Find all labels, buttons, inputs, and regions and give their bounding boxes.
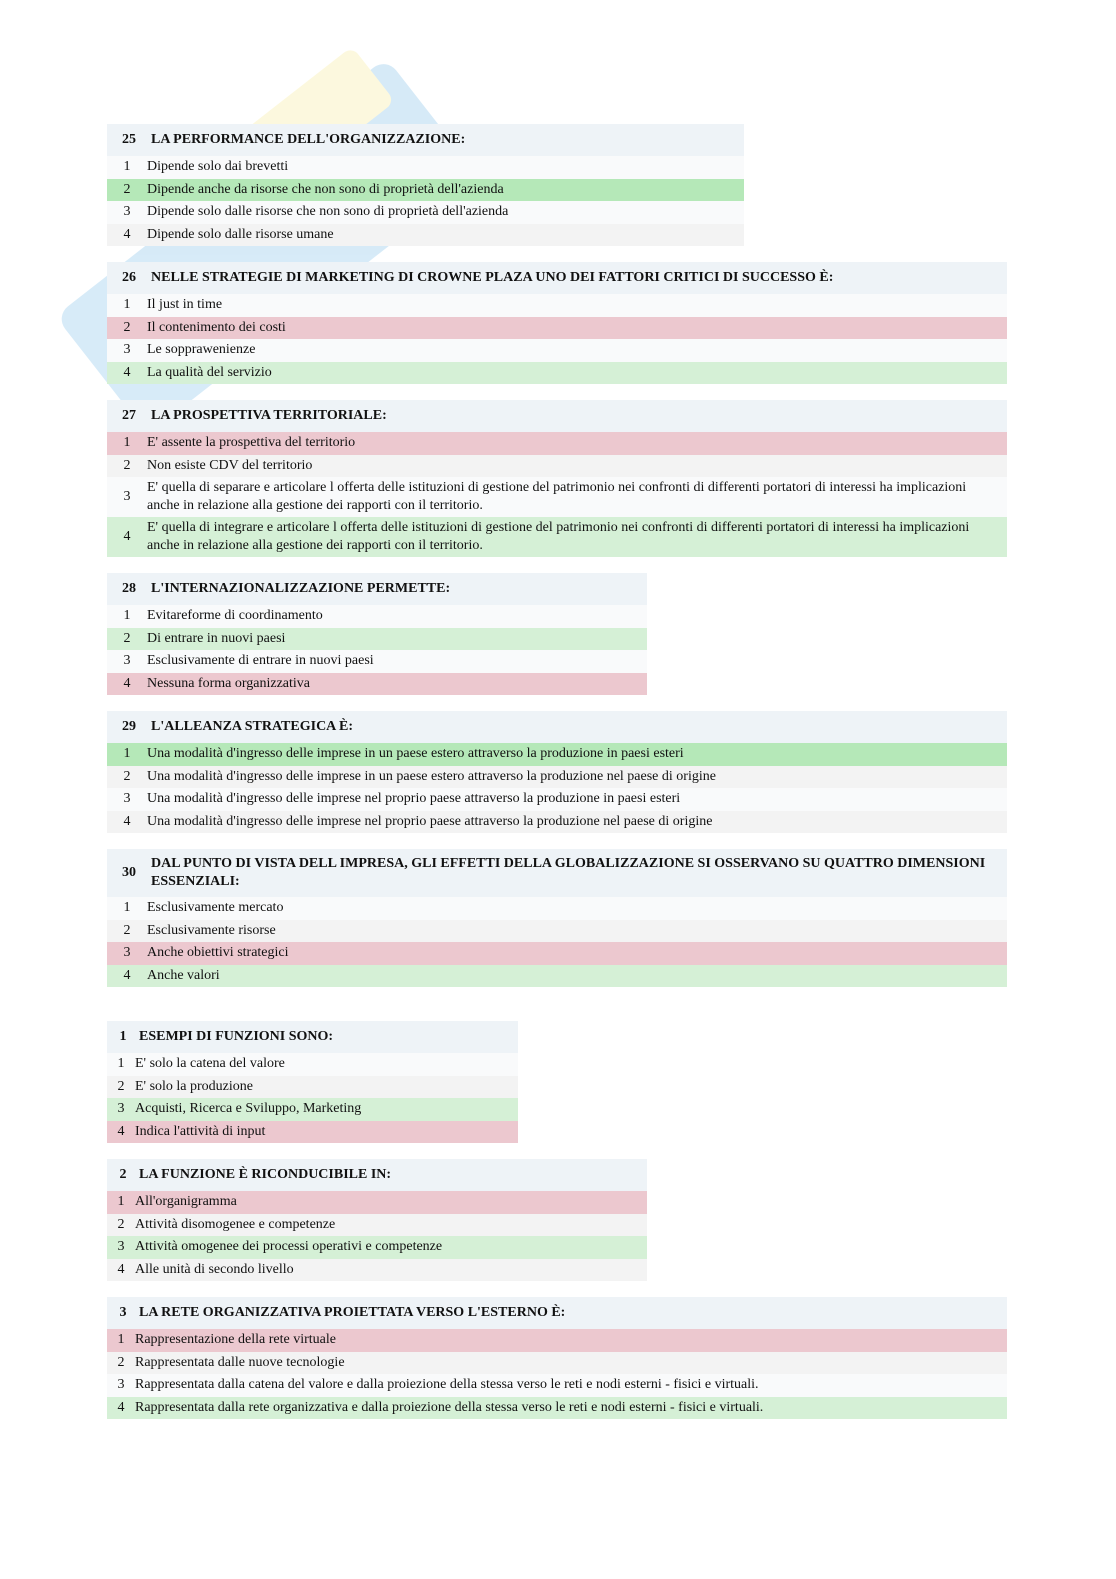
answer-row [107,294,1007,317]
answer-row-correct [107,362,1007,385]
answer-text: E' solo la produzione [135,1078,253,1094]
question-header [107,711,1007,743]
answer-row-wrong [107,673,647,696]
answer-number: 4 [117,1123,125,1139]
answer-text: La qualità del servizio [147,364,272,380]
answer-text: Evitareforme di coordinamento [147,608,323,624]
answer-text: Dipende solo dalle risorse umane [147,226,334,242]
answer-text: All'organigramma [135,1194,237,1210]
answer-row [107,224,744,247]
answer-row-wrong [107,432,1007,455]
answer-text: Una modalità d'ingresso delle imprese in un paese estero attraverso la produzione nel paese di origine [147,768,716,784]
answer-number: 2 [123,922,131,938]
answer-row [107,1374,1007,1397]
answer-row-wrong [107,317,1007,340]
answer-number: 1 [117,1194,125,1210]
question-text: L'ALLEANZA STRATEGICA È: [151,719,354,734]
answer-number: 4 [123,364,131,380]
answer-row [107,1214,647,1237]
answer-text: Rappresentazione della rete virtuale [135,1332,336,1348]
question-number: 1 [119,1029,127,1044]
answer-row-correct [107,1098,518,1121]
answer-text: E' assente la prospettiva del territorio [147,435,356,451]
answer-text: Acquisti, Ricerca e Sviluppo, Marketing [135,1101,362,1117]
question-block [107,262,1007,384]
answer-number: 3 [123,489,131,504]
answer-text: Rappresentata dalla rete organizzativa e dalla proiezione della stessa verso le reti e nodi esterni - fisici e virtuali. [135,1399,764,1415]
answer-row [107,788,1007,811]
answer-number: 2 [123,319,131,335]
answer-row [107,605,647,628]
answer-number: 4 [117,1261,125,1277]
answer-row [107,201,744,224]
question-block [107,1297,1007,1419]
answer-number: 1 [123,746,131,762]
answer-text: Dipende solo dalle risorse che non sono di proprietà dell'azienda [147,204,509,220]
answer-text: Esclusivamente risorse [147,922,276,938]
answer-number: 2 [123,457,131,473]
answer-text: E' quella di integrare e articolare l offerta delle istituzioni di gestione del patrimonio nei confronti di differenti portatori di interessi ha implicazioni anche in relazione alla gestione dei rapporti con il territorio. [147,520,970,553]
answer-text: Non esiste CDV del territorio [147,457,313,473]
answer-row [107,766,1007,789]
answer-number: 3 [123,791,131,807]
answer-text: E' quella di separare e articolare l offerta delle istituzioni di gestione del patrimonio nei confronti di differenti portatori di interessi ha implicazioni anche in relazione alla gestione dei rapporti con il territorio. [147,480,967,513]
question-header [107,262,1007,294]
answer-row-correct [107,517,1007,557]
answer-row [107,1352,1007,1375]
question-number: 29 [122,719,136,734]
answer-text: Attività omogenee dei processi operativi e competenze [135,1239,443,1255]
answer-text: Il contenimento dei costi [147,319,286,335]
answer-number: 3 [123,653,131,669]
answer-text: Dipende solo dai brevetti [147,159,289,175]
answer-text: E' solo la catena del valore [135,1056,285,1072]
answer-number: 4 [123,967,131,983]
answer-row [107,920,1007,943]
answer-row-wrong [107,1191,647,1214]
answer-text: Anche valori [147,967,220,983]
question-number: 26 [122,270,136,285]
answer-number: 1 [117,1056,125,1072]
answer-number: 4 [123,226,131,242]
question-text: DAL PUNTO DI VISTA DELL IMPRESA, GLI EFFETTI DELLA GLOBALIZZAZIONE SI OSSERVANO SU QUATTRO DIMENSIONI ESSENZIALI: [151,856,986,889]
answer-row [107,339,1007,362]
question-block [107,849,1007,987]
answer-number: 2 [123,630,131,646]
answer-text: Attività disomogenee e competenze [135,1216,336,1232]
quiz-document [107,124,1007,1435]
answer-number: 2 [117,1354,125,1370]
answer-text: Esclusivamente di entrare in nuovi paesi [147,653,374,669]
answer-text: Nessuna forma organizzativa [147,675,311,691]
answer-row-correct [107,628,647,651]
question-number: 25 [122,132,136,147]
answer-row [107,811,1007,834]
answer-row [107,455,1007,478]
answer-text: Di entrare in nuovi paesi [147,630,286,646]
answer-number: 2 [117,1078,125,1094]
answer-number: 1 [117,1332,125,1348]
question-text: LA PERFORMANCE DELL'ORGANIZZAZIONE: [151,132,466,147]
question-block [107,124,744,246]
answer-row-correct [107,1236,647,1259]
answer-row-correct [107,1397,1007,1420]
question-header [107,1021,518,1053]
question-header [107,124,744,156]
answer-number: 3 [117,1239,125,1255]
answer-row [107,897,1007,920]
answer-number: 1 [123,900,131,916]
answer-row [107,1076,518,1099]
answer-number: 2 [123,181,131,197]
answer-row-wrong [107,1329,1007,1352]
question-number: 2 [119,1167,127,1182]
answer-number: 2 [123,768,131,784]
answer-text: Anche obiettivi strategici [147,945,289,961]
answer-text: Il just in time [147,297,223,313]
question-number: 3 [119,1305,127,1320]
answer-row [107,650,647,673]
answer-text: Una modalità d'ingresso delle imprese nel proprio paese attraverso la produzione nel paese di origine [147,813,713,829]
answer-row [107,1259,647,1282]
answer-number: 3 [117,1101,125,1117]
answer-row-correct [107,179,744,202]
answer-number: 3 [117,1377,125,1393]
answer-number: 1 [123,159,131,175]
question-header [107,400,1007,432]
answer-number: 1 [123,297,131,313]
answer-number: 4 [117,1399,125,1415]
answer-text: Alle unità di secondo livello [135,1261,294,1277]
question-block [107,1021,518,1143]
answer-row-wrong [107,1121,518,1144]
answer-row-wrong [107,942,1007,965]
answer-number: 4 [123,813,131,829]
question-header [107,1159,647,1191]
answer-number: 4 [123,675,131,691]
question-text: LA PROSPETTIVA TERRITORIALE: [151,408,387,423]
answer-number: 4 [123,529,131,544]
answer-row [107,1053,518,1076]
question-header [107,849,1007,897]
question-block [107,400,1007,557]
answer-row-correct [107,743,1007,766]
question-text: LA RETE ORGANIZZATIVA PROIETTATA VERSO L'ESTERNO È: [139,1305,566,1320]
question-block [107,1159,647,1281]
answer-text: Rappresentata dalla catena del valore e dalla proiezione della stessa verso le reti e nodi esterni - fisici e virtuali. [135,1377,759,1393]
answer-number: 1 [123,608,131,624]
question-text: ESEMPI DI FUNZIONI SONO: [139,1029,334,1044]
answer-text: Rappresentata dalle nuove tecnologie [135,1354,345,1370]
question-header [107,573,647,605]
question-number: 27 [122,408,136,423]
answer-row [107,477,1007,517]
answer-row [107,156,744,179]
answer-text: Una modalità d'ingresso delle imprese nel proprio paese attraverso la produzione in paesi esteri [147,791,681,807]
answer-text: Dipende anche da risorse che non sono di proprietà dell'azienda [147,181,504,197]
answer-text: Una modalità d'ingresso delle imprese in un paese estero attraverso la produzione in paesi esteri [147,746,684,762]
question-block [107,573,647,695]
answer-text: Le sopprawenienze [147,342,256,358]
answer-text: Esclusivamente mercato [147,900,284,916]
answer-number: 3 [123,945,131,961]
answer-row-correct [107,965,1007,988]
question-text: L'INTERNAZIONALIZZAZIONE PERMETTE: [151,581,451,596]
answer-number: 3 [123,204,131,220]
question-text: LA FUNZIONE È RICONDUCIBILE IN: [139,1167,392,1182]
question-text: NELLE STRATEGIE DI MARKETING DI CROWNE PLAZA UNO DEI FATTORI CRITICI DI SUCCESSO È: [151,270,834,285]
answer-number: 3 [123,342,131,358]
answer-number: 1 [123,435,131,451]
answer-text: Indica l'attività di input [135,1123,266,1139]
question-header [107,1297,1007,1329]
question-block [107,711,1007,833]
answer-number: 2 [117,1216,125,1232]
question-number: 28 [122,581,136,596]
question-number: 30 [122,865,136,880]
